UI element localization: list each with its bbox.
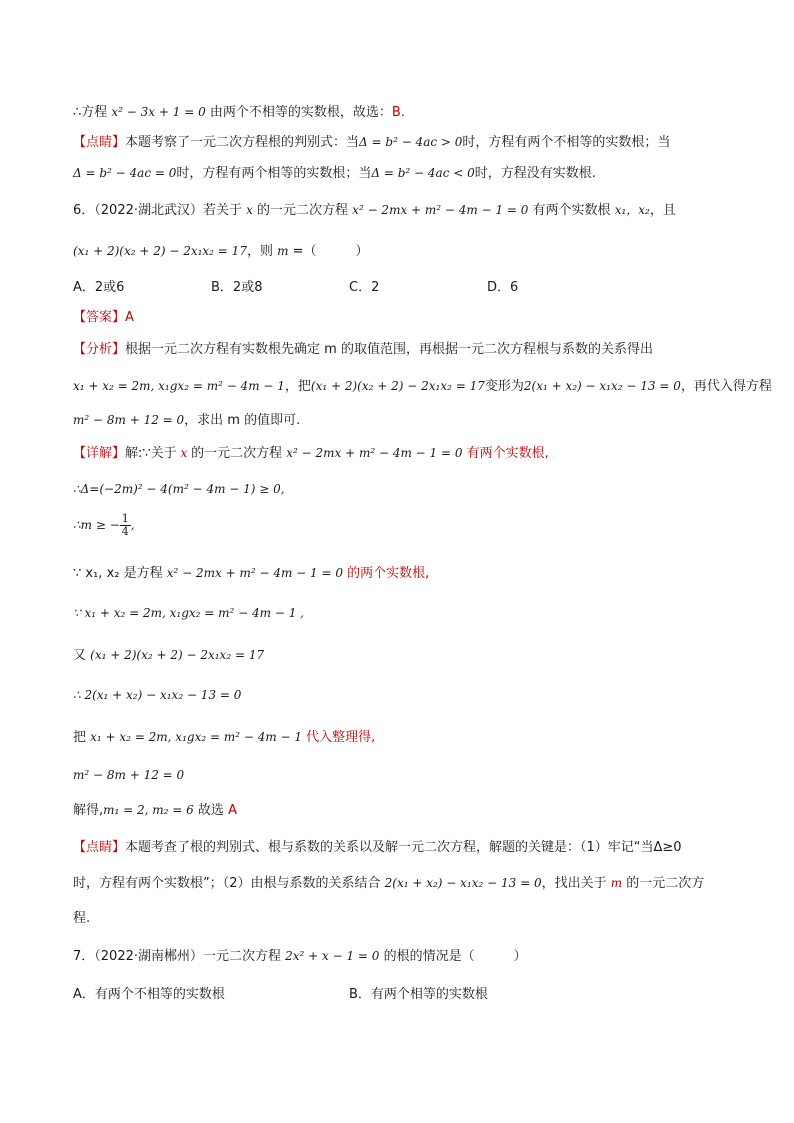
equation: x² − 2mx + m² − 4m − 1 = 0 xyxy=(166,566,343,580)
answer-line xyxy=(73,308,134,328)
equation: (x₁ + 2)(x₂ + 2) − 2x₁x₂ = 17 xyxy=(90,648,265,662)
text: 时，方程有两个不相等的实数根；当 xyxy=(462,135,671,150)
text: 根据一元二次方程有实数根先确定 m 的取值范围，再根据一元二次方程根与系数的关系得出 xyxy=(125,342,653,357)
equation: Δ = b² − 4ac < 0 xyxy=(371,166,475,180)
text: 的一元二次方 xyxy=(622,876,705,891)
analysis-tag: 【分析】 xyxy=(73,342,126,357)
numerator: 1 xyxy=(121,512,129,525)
key-point-line-1 xyxy=(73,132,670,153)
detail-line-4 xyxy=(73,563,429,584)
equation: 2x² + x − 1 = 0 xyxy=(285,949,380,963)
key-point-line-2 xyxy=(73,163,596,184)
equation: Δ = b² − 4ac > 0 xyxy=(359,135,463,149)
fraction xyxy=(120,513,131,538)
answer-tag: 【答案】 xyxy=(73,310,126,325)
text: ∴方程 xyxy=(73,105,112,120)
question-6 xyxy=(73,200,676,221)
detail-line-5: ∵ x₁ + x₂ = 2m, x₁gx₂ = m² − 4m − 1 , xyxy=(73,606,304,620)
detail-line-8 xyxy=(73,727,375,748)
denominator: 4 xyxy=(121,525,129,538)
equation: m₁ = 2, m₂ = 6 xyxy=(103,803,194,817)
question-number: 7．（2022·湖南郴州）一元二次方程 xyxy=(73,949,286,964)
question-6-cont xyxy=(73,241,369,262)
text: 时，方程没有实数根. xyxy=(474,166,596,181)
point-line-1 xyxy=(73,838,682,858)
roots: x₁，x₂ xyxy=(614,203,650,217)
text: 把 xyxy=(73,730,91,745)
text: 本题考察了一元二次方程根的判别式：当 xyxy=(125,135,360,150)
text: 时，方程有两个相等的实数根；当 xyxy=(176,166,372,181)
equation: x₁ + x₂ = 2m, x₁gx₂ = m² − 4m − 1 xyxy=(90,730,303,744)
answer-choice: B. xyxy=(391,105,405,120)
detail-line-7: ∴ 2(x₁ + x₂) − x₁x₂ − 13 = 0 xyxy=(73,688,242,702)
detail-line-10 xyxy=(73,800,237,821)
point-line-2 xyxy=(73,873,704,894)
variable: m xyxy=(277,244,289,258)
equation: (x₁ + 2)(x₂ + 2) − 2x₁x₂ = 17 xyxy=(73,244,247,258)
equation: m² − 8m + 12 = 0 xyxy=(73,413,185,427)
text: 的一元二次方程 xyxy=(191,446,287,461)
option-b: B．2或8 xyxy=(211,280,263,295)
variable: x xyxy=(246,203,253,217)
text: 的两个实数根, xyxy=(343,566,430,581)
detail-line-3 xyxy=(73,512,135,539)
question-7 xyxy=(73,946,527,967)
equation: x² − 2mx + m² − 4m − 1 = 0 xyxy=(352,203,529,217)
key-point-tag: 【点睛】 xyxy=(73,135,126,150)
detail-line-2: ∴Δ=(−2m)² − 4(m² − 4m − 1) ≥ 0, xyxy=(73,482,285,496)
text: 时，方程有两个实数根”；（2）由根与系数的关系结合 xyxy=(73,876,385,891)
text: ，再代入得方程 xyxy=(680,379,772,394)
conclusion-line xyxy=(73,102,405,123)
point-line-3: 程. xyxy=(73,911,91,926)
inequality: ∴m ≥ − xyxy=(73,518,120,532)
equation: 2(x₁ + x₂) − x₁x₂ − 13 = 0 xyxy=(523,379,681,393)
variable: x xyxy=(176,446,192,460)
variable: m xyxy=(610,876,623,890)
detail-tag: 【详解】 xyxy=(73,446,126,461)
analysis-line-3 xyxy=(73,410,300,431)
option-a: A．2或6 xyxy=(73,280,125,295)
equation: x² − 2mx + m² − 4m − 1 = 0 xyxy=(286,446,463,460)
option-d: D．6 xyxy=(487,280,519,295)
text: 解:∵关于 xyxy=(125,446,177,461)
text: 又 xyxy=(73,648,91,663)
text: ，且 xyxy=(649,203,676,218)
text: ，求出 m 的值即可. xyxy=(184,413,301,428)
equation: Δ = b² − 4ac = 0 xyxy=(73,166,177,180)
text: ∵ x₁, x₂ 是方程 xyxy=(73,566,167,581)
text: =（ ） xyxy=(288,244,369,259)
option-b: B．有两个相等的实数根 xyxy=(349,987,488,1002)
analysis-line-1 xyxy=(73,340,653,360)
equation: x₁ + x₂ = 2m, x₁gx₂ = m² − 4m − 1 xyxy=(73,379,285,393)
key-point-tag: 【点睛】 xyxy=(73,840,126,855)
text: 故选 xyxy=(193,803,229,818)
text: 的一元二次方程 xyxy=(252,203,353,218)
equation: 2(x₁ + x₂) − x₁x₂ − 13 = 0 xyxy=(384,876,542,890)
text: 本题考查了根的判别式、根与系数的关系以及解一元二次方程，解题的关键是：（1）牢记“当Δ≥0 xyxy=(125,840,682,855)
text: ，则 xyxy=(246,244,278,259)
question-number: 6．（2022·湖北武汉）若关于 xyxy=(73,203,247,218)
text: 有两个实数根 xyxy=(528,203,615,218)
text: , xyxy=(130,518,135,532)
text: 代入整理得, xyxy=(302,730,376,745)
answer-choice: A xyxy=(228,803,237,818)
text: 变形为 xyxy=(484,379,524,394)
analysis-line-2 xyxy=(73,376,772,397)
text: 有两个实数根, xyxy=(462,446,549,461)
detail-line-6 xyxy=(73,645,264,666)
detail-line-1 xyxy=(73,443,549,464)
equation: x² − 3x + 1 = 0 xyxy=(111,105,206,119)
text: ，找出关于 xyxy=(541,876,611,891)
option-c: C．2 xyxy=(349,280,380,295)
text: 的根的情况是（ ） xyxy=(379,949,527,964)
equation: (x₁ + 2)(x₂ + 2) − 2x₁x₂ = 17 xyxy=(310,379,485,393)
option-a: A．有两个不相等的实数根 xyxy=(73,987,225,1002)
answer-value: A xyxy=(125,310,134,325)
text: 由两个不相等的实数根，故选： xyxy=(205,105,392,120)
detail-line-9: m² − 8m + 12 = 0 xyxy=(73,768,185,782)
text: ，把 xyxy=(284,379,311,394)
text: 解得, xyxy=(73,803,104,818)
